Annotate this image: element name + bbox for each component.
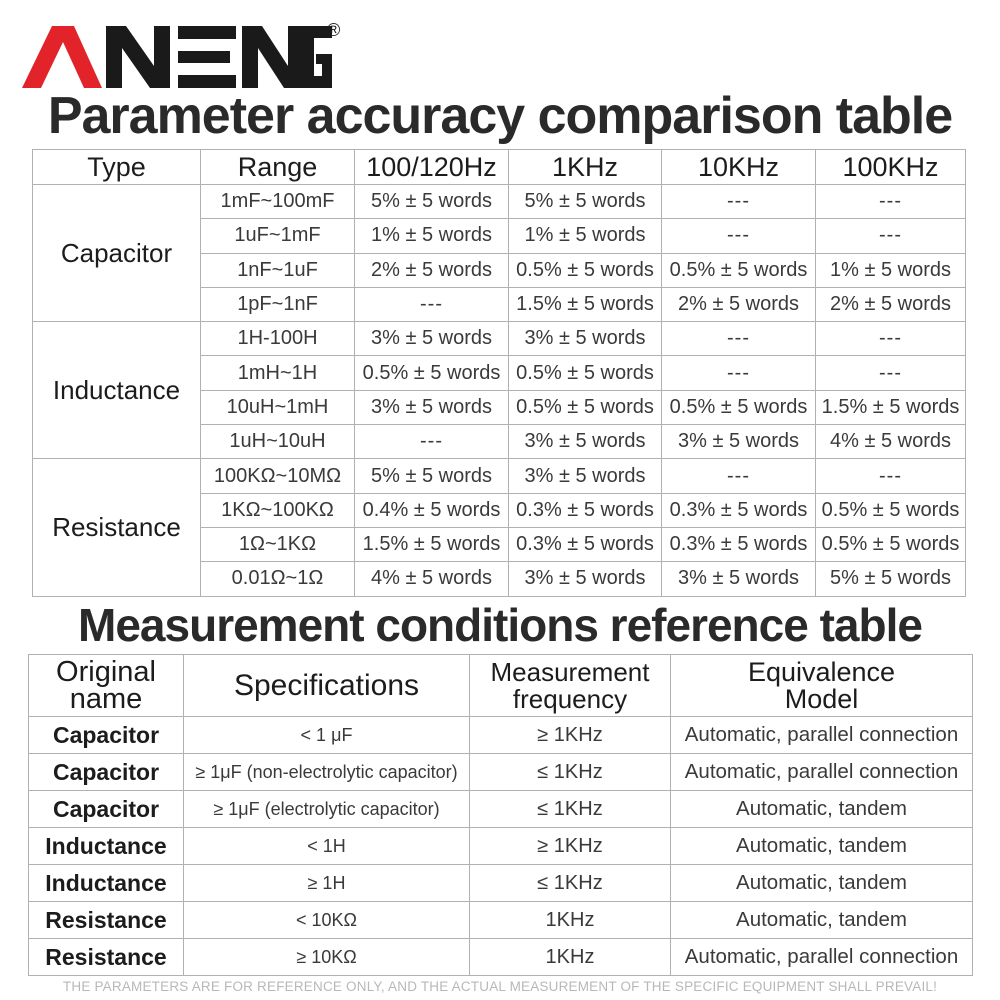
value-cell: 3% ± 5 words	[509, 425, 662, 459]
value-cell: ---	[355, 287, 509, 321]
header-100khz: 100KHz	[816, 150, 966, 185]
table-row	[33, 459, 966, 493]
value-cell: 2% ± 5 words	[355, 253, 509, 287]
table-row	[29, 865, 973, 902]
header-original-name-line1: Original	[56, 655, 156, 688]
value-cell: 0.5% ± 5 words	[509, 253, 662, 287]
spec-cell: < 1 μF	[184, 717, 470, 754]
value-cell: 0.5% ± 5 words	[816, 527, 966, 561]
value-cell: 1% ± 5 words	[355, 219, 509, 253]
value-cell: 4% ± 5 words	[355, 562, 509, 596]
value-cell: 5% ± 5 words	[509, 185, 662, 219]
spec-cell: < 1H	[184, 828, 470, 865]
value-cell: 3% ± 5 words	[662, 562, 816, 596]
accuracy-header-row	[33, 150, 966, 185]
value-cell: 0.3% ± 5 words	[662, 527, 816, 561]
header-100-120hz: 100/120Hz	[355, 150, 509, 185]
header-model-line2: Model	[784, 683, 859, 714]
value-cell: 3% ± 5 words	[509, 322, 662, 356]
value-cell: 3% ± 5 words	[355, 390, 509, 424]
value-cell: 1.5% ± 5 words	[355, 527, 509, 561]
value-cell: 1% ± 5 words	[509, 219, 662, 253]
freq-cell: ≤ 1KHz	[470, 754, 671, 791]
conditions-table	[28, 654, 973, 976]
header-equivalence-model	[671, 655, 973, 717]
name-cell: Capacitor	[29, 717, 184, 754]
value-cell: ---	[662, 322, 816, 356]
disclaimer-footer: THE PARAMETERS ARE FOR REFERENCE ONLY, AND THE ACTUAL MEASUREMENT OF THE SPECIFIC EQUIPMENT SHALL PREVAIL!	[62, 979, 938, 994]
table-row	[29, 828, 973, 865]
spec-cell: ≥ 1μF (electrolytic capacitor)	[184, 791, 470, 828]
freq-cell: ≥ 1KHz	[470, 717, 671, 754]
value-cell: ---	[662, 219, 816, 253]
type-cell: Resistance	[33, 459, 201, 596]
range-cell: 0.01Ω~1Ω	[201, 562, 355, 596]
value-cell: 0.5% ± 5 words	[662, 253, 816, 287]
value-cell: 1.5% ± 5 words	[816, 390, 966, 424]
value-cell: 0.3% ± 5 words	[662, 493, 816, 527]
header-frequency-line1: Measurement	[490, 656, 650, 687]
header-original-name	[29, 655, 184, 717]
registered-mark: ®	[327, 20, 341, 40]
range-cell: 100KΩ~10MΩ	[201, 459, 355, 493]
table-row	[29, 754, 973, 791]
range-cell: 1uH~10uH	[201, 425, 355, 459]
model-cell: Automatic, tandem	[671, 828, 973, 865]
value-cell: 3% ± 5 words	[509, 459, 662, 493]
range-cell: 1Ω~1KΩ	[201, 527, 355, 561]
table-row	[29, 902, 973, 939]
freq-cell: 1KHz	[470, 902, 671, 939]
type-cell: Inductance	[33, 322, 201, 459]
value-cell: 0.3% ± 5 words	[509, 493, 662, 527]
header-measurement-frequency	[470, 655, 671, 717]
table-row	[29, 939, 973, 976]
value-cell: 2% ± 5 words	[662, 287, 816, 321]
type-cell: Capacitor	[33, 185, 201, 322]
value-cell: 4% ± 5 words	[816, 425, 966, 459]
table-row	[33, 185, 966, 219]
range-cell: 1uF~1mF	[201, 219, 355, 253]
model-cell: Automatic, tandem	[671, 865, 973, 902]
spec-cell: ≥ 1H	[184, 865, 470, 902]
header-10khz: 10KHz	[662, 150, 816, 185]
spec-cell: ≥ 1μF (non-electrolytic capacitor)	[184, 754, 470, 791]
value-cell: ---	[662, 185, 816, 219]
value-cell: 3% ± 5 words	[355, 322, 509, 356]
value-cell: ---	[816, 219, 966, 253]
accuracy-table-title: Parameter accuracy comparison table	[47, 87, 953, 145]
range-cell: 1nF~1uF	[201, 253, 355, 287]
freq-cell: 1KHz	[470, 939, 671, 976]
name-cell: Capacitor	[29, 791, 184, 828]
value-cell: 0.5% ± 5 words	[509, 356, 662, 390]
value-cell: 0.5% ± 5 words	[816, 493, 966, 527]
value-cell: 5% ± 5 words	[355, 185, 509, 219]
value-cell: ---	[662, 356, 816, 390]
logo-letter-e	[178, 26, 236, 88]
model-cell: Automatic, parallel connection	[671, 939, 973, 976]
freq-cell: ≤ 1KHz	[470, 865, 671, 902]
value-cell: ---	[662, 459, 816, 493]
value-cell: 2% ± 5 words	[816, 287, 966, 321]
spec-cell: ≥ 10KΩ	[184, 939, 470, 976]
table-row	[29, 791, 973, 828]
header-frequency-line2: frequency	[512, 683, 628, 714]
freq-cell: ≥ 1KHz	[470, 828, 671, 865]
range-cell: 1pF~1nF	[201, 287, 355, 321]
value-cell: 0.5% ± 5 words	[355, 356, 509, 390]
spec-cell: < 10KΩ	[184, 902, 470, 939]
model-cell: Automatic, parallel connection	[671, 754, 973, 791]
range-cell: 1mF~100mF	[201, 185, 355, 219]
header-model-line1: Equivalence	[747, 656, 896, 687]
value-cell: ---	[816, 356, 966, 390]
range-cell: 1KΩ~100KΩ	[201, 493, 355, 527]
value-cell: 5% ± 5 words	[816, 562, 966, 596]
value-cell: 0.5% ± 5 words	[662, 390, 816, 424]
range-cell: 10uH~1mH	[201, 390, 355, 424]
value-cell: 1.5% ± 5 words	[509, 287, 662, 321]
conditions-header-row	[29, 655, 973, 717]
name-cell: Inductance	[29, 828, 184, 865]
name-cell: Resistance	[29, 939, 184, 976]
logo-letter-n2	[242, 26, 304, 88]
model-cell: Automatic, parallel connection	[671, 717, 973, 754]
name-cell: Capacitor	[29, 754, 184, 791]
header-specifications: Specifications	[184, 655, 470, 717]
header-range: Range	[201, 150, 355, 185]
table-row	[29, 717, 973, 754]
value-cell: 0.4% ± 5 words	[355, 493, 509, 527]
value-cell: 0.5% ± 5 words	[509, 390, 662, 424]
range-cell: 1H-100H	[201, 322, 355, 356]
table-row	[33, 322, 966, 356]
conditions-table-title: Measurement conditions reference table	[78, 599, 922, 651]
range-cell: 1mH~1H	[201, 356, 355, 390]
value-cell: 5% ± 5 words	[355, 459, 509, 493]
value-cell: ---	[355, 425, 509, 459]
value-cell: ---	[816, 459, 966, 493]
logo-letter-n	[106, 26, 170, 88]
value-cell: 3% ± 5 words	[662, 425, 816, 459]
value-cell: 1% ± 5 words	[816, 253, 966, 287]
freq-cell: ≤ 1KHz	[470, 791, 671, 828]
model-cell: Automatic, tandem	[671, 791, 973, 828]
value-cell: ---	[816, 322, 966, 356]
accuracy-table	[32, 149, 966, 597]
name-cell: Resistance	[29, 902, 184, 939]
value-cell: ---	[816, 185, 966, 219]
header-original-name-line2: name	[69, 682, 143, 715]
model-cell: Automatic, tandem	[671, 902, 973, 939]
name-cell: Inductance	[29, 865, 184, 902]
header-1khz: 1KHz	[509, 150, 662, 185]
header-type: Type	[33, 150, 201, 185]
value-cell: 3% ± 5 words	[509, 562, 662, 596]
value-cell: 0.3% ± 5 words	[509, 527, 662, 561]
